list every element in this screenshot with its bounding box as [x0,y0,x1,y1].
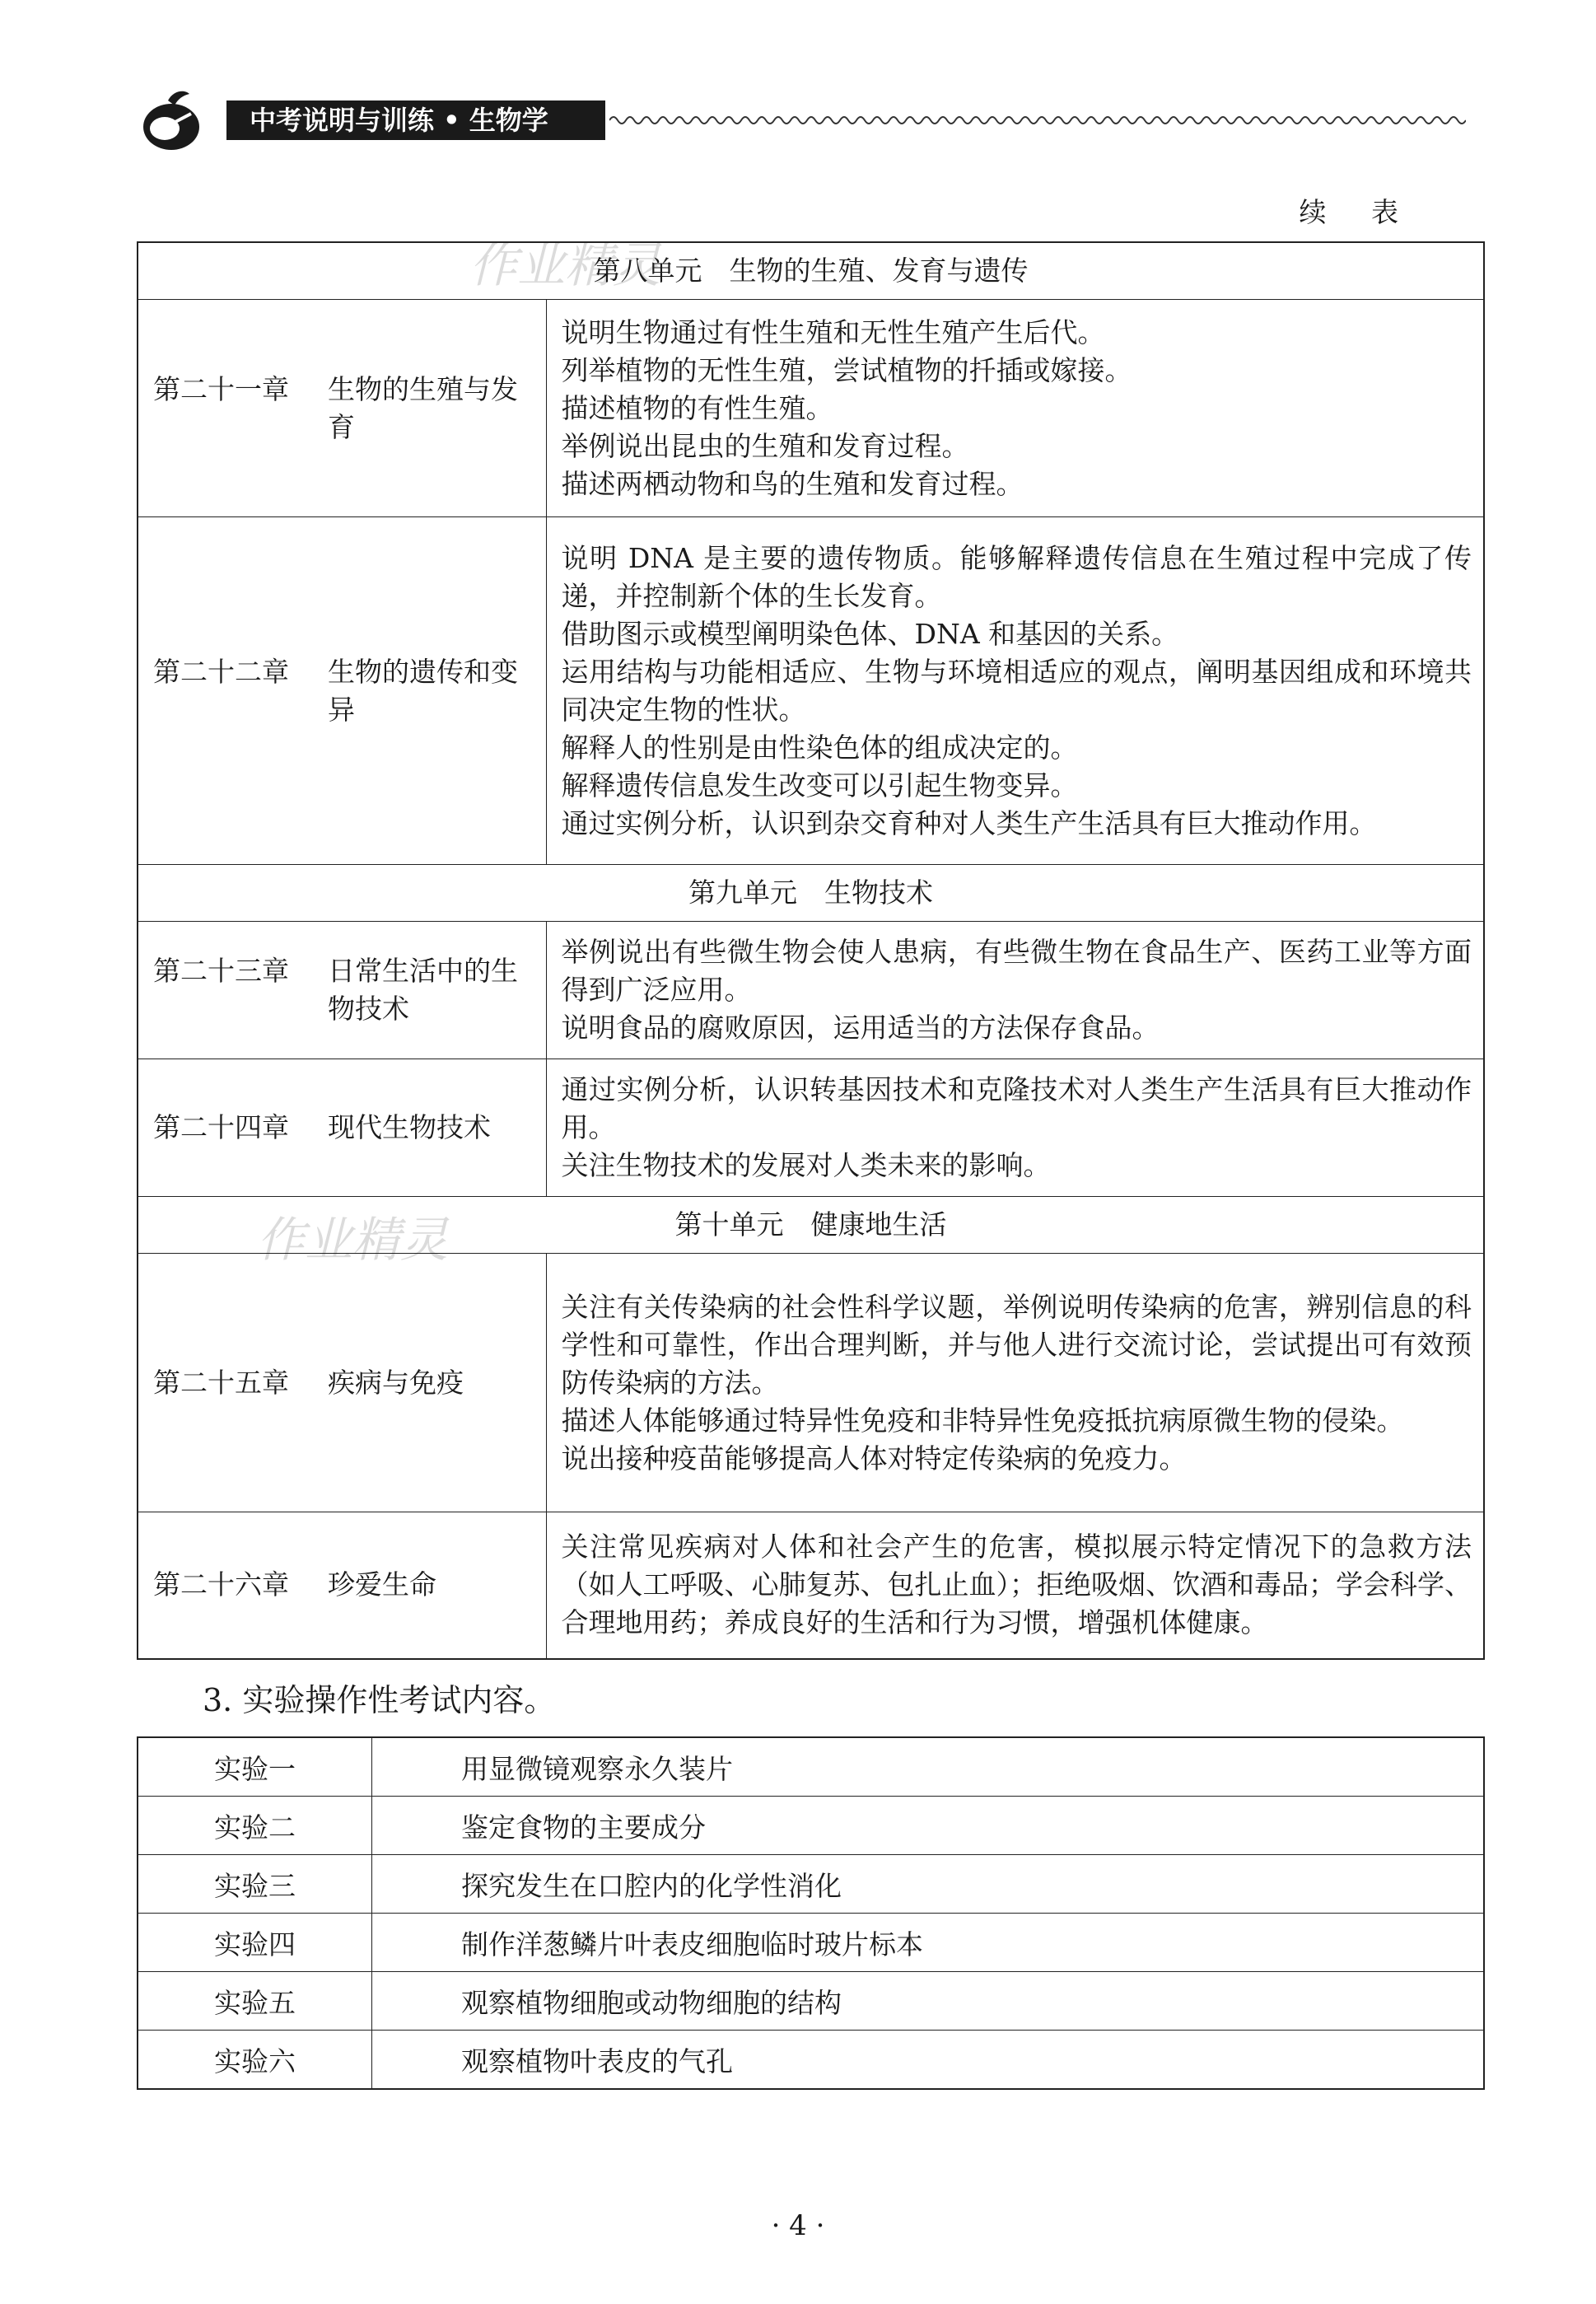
experiment-desc: 观察植物叶表皮的气孔 [372,2031,1485,2090]
chapter-cell [138,300,546,517]
experiment-name: 实验四 [138,1914,372,1972]
watermark: 作业精灵 [469,237,661,293]
requirement-item: 解释遗传信息发生改变可以引起生物变异。 [561,769,1078,801]
experiment-name: 实验五 [138,1972,372,2031]
chapter-cell [138,1059,546,1197]
requirement-item: 借助图示或模型阐明染色体、DNA 和基因的关系。 [561,617,1179,650]
chapter-row [138,1512,1484,1659]
chapter-name: 日常生活中的生物技术 [328,955,518,1025]
experiment-desc: 用显微镜观察永久装片 [372,1737,1485,1797]
requirement-item: 举例说出有些微生物会使人患病，有些微生物在食品生产、医药工业等方面得到广泛应用。 [561,936,1472,1006]
chapter-name: 生物的遗传和变异 [328,655,518,726]
experiment-name: 实验一 [138,1737,372,1797]
requirements-cell [546,922,1484,1059]
requirements-cell [546,1512,1484,1659]
table-row [138,1797,1484,1855]
chapter-number: 第二十四章 [153,1111,289,1143]
requirement-item: 说明生物通过有性生殖和无性生殖产生后代。 [561,315,1105,348]
unit-title: 第十单元 健康地生活 [138,1197,1484,1254]
experiments-table [137,1736,1485,2090]
chapter-cell [138,517,546,865]
chapter-number: 第二十五章 [153,1366,289,1399]
chapter-name: 疾病与免疫 [328,1366,464,1399]
table-row [138,1914,1484,1972]
unit-row [138,865,1484,922]
requirement-item: 列举植物的无性生殖，尝试植物的扦插或嫁接。 [561,353,1132,386]
continued-label: 续 表 [1299,196,1416,228]
chapter-cell [138,1254,546,1512]
requirement-item: 说出接种疫苗能够提高人体对特定传染病的免疫力。 [561,1442,1187,1474]
requirement-item: 通过实例分析，认识转基因技术和克隆技术对人类生产生活具有巨大推动作用。 [561,1073,1472,1143]
requirement-item: 说明 DNA 是主要的遗传物质。能够解释遗传信息在生殖过程中完成了传递，并控制新个体的生长发育。 [561,541,1472,612]
requirement-item: 运用结构与功能相适应、生物与环境相适应的观点，阐明基因组成和环境共同决定生物的性状。 [561,655,1472,726]
requirement-item: 关注生物技术的发展对人类未来的影响。 [561,1149,1051,1181]
experiment-desc: 制作洋葱鳞片叶表皮细胞临时玻片标本 [372,1914,1485,1972]
unit-row [138,242,1484,300]
chapter-name: 生物的生殖与发育 [328,372,518,443]
chapter-cell [138,1512,546,1659]
chapter-row [138,1059,1484,1197]
table-row [138,1737,1484,1797]
experiments-title: 3. 实验操作性考试内容。 [203,1682,556,1718]
book-title: 中考说明与训练 • 生物学 [226,100,605,140]
chapter-row [138,517,1484,865]
experiment-name: 实验二 [138,1797,372,1855]
apple-logo-icon [132,89,222,155]
requirements-cell [546,300,1484,517]
chapter-row [138,1254,1484,1512]
requirement-item: 解释人的性别是由性染色体的组成决定的。 [561,731,1078,764]
chapter-number: 第二十三章 [153,955,289,987]
chapter-row [138,300,1484,517]
requirement-item: 关注有关传染病的社会性科学议题，举例说明传染病的危害，辨别信息的科学性和可靠性，作出合理判断，并与他人进行交流讨论，尝试提出可有效预防传染病的方法。 [561,1290,1472,1399]
requirement-item: 描述植物的有性生殖。 [561,391,833,424]
unit-row [138,1197,1484,1254]
watermark: 作业精灵 [257,1212,449,1268]
curriculum-table [137,241,1485,1660]
table-row [138,1855,1484,1914]
table-row [138,1972,1484,2031]
wave-divider [609,104,1466,137]
unit-title: 第九单元 生物技术 [138,865,1484,922]
table-row [138,2031,1484,2090]
chapter-number: 第二十二章 [153,655,289,688]
requirement-item: 通过实例分析，认识到杂交育种对人类生产生活具有巨大推动作用。 [561,806,1377,839]
page-number: · 4 · [771,2209,825,2242]
chapter-number: 第二十六章 [153,1568,289,1601]
requirement-item: 描述人体能够通过特异性免疫和非特异性免疫抵抗病原微生物的侵染。 [561,1404,1404,1437]
requirement-item: 举例说出昆虫的生殖和发育过程。 [561,429,969,462]
chapter-name: 现代生物技术 [328,1111,491,1143]
requirement-item: 关注常见疾病对人体和社会产生的危害，模拟展示特定情况下的急救方法（如人工呼吸、心肺复苏、包扎止血）；拒绝吸烟、饮酒和毒品；学会科学、合理地用药；养成良好的生活和行为习惯，增强机体健康。 [561,1531,1472,1639]
requirements-cell [546,1254,1484,1512]
experiment-desc: 鉴定食物的主要成分 [372,1797,1485,1855]
experiment-name: 实验三 [138,1855,372,1914]
page-header [132,89,1466,147]
requirement-item: 说明食品的腐败原因，运用适当的方法保存食品。 [561,1012,1160,1044]
chapter-row [138,922,1484,1059]
requirements-cell [546,517,1484,865]
unit-title: 第八单元 生物的生殖、发育与遗传 [138,242,1484,300]
chapter-name: 珍爱生命 [328,1568,436,1601]
chapter-cell [138,922,546,1059]
experiment-desc: 探究发生在口腔内的化学性消化 [372,1855,1485,1914]
experiment-name: 实验六 [138,2031,372,2090]
requirements-cell [546,1059,1484,1197]
experiment-desc: 观察植物细胞或动物细胞的结构 [372,1972,1485,2031]
chapter-number: 第二十一章 [153,372,289,405]
requirement-item: 描述两栖动物和鸟的生殖和发育过程。 [561,467,1024,500]
